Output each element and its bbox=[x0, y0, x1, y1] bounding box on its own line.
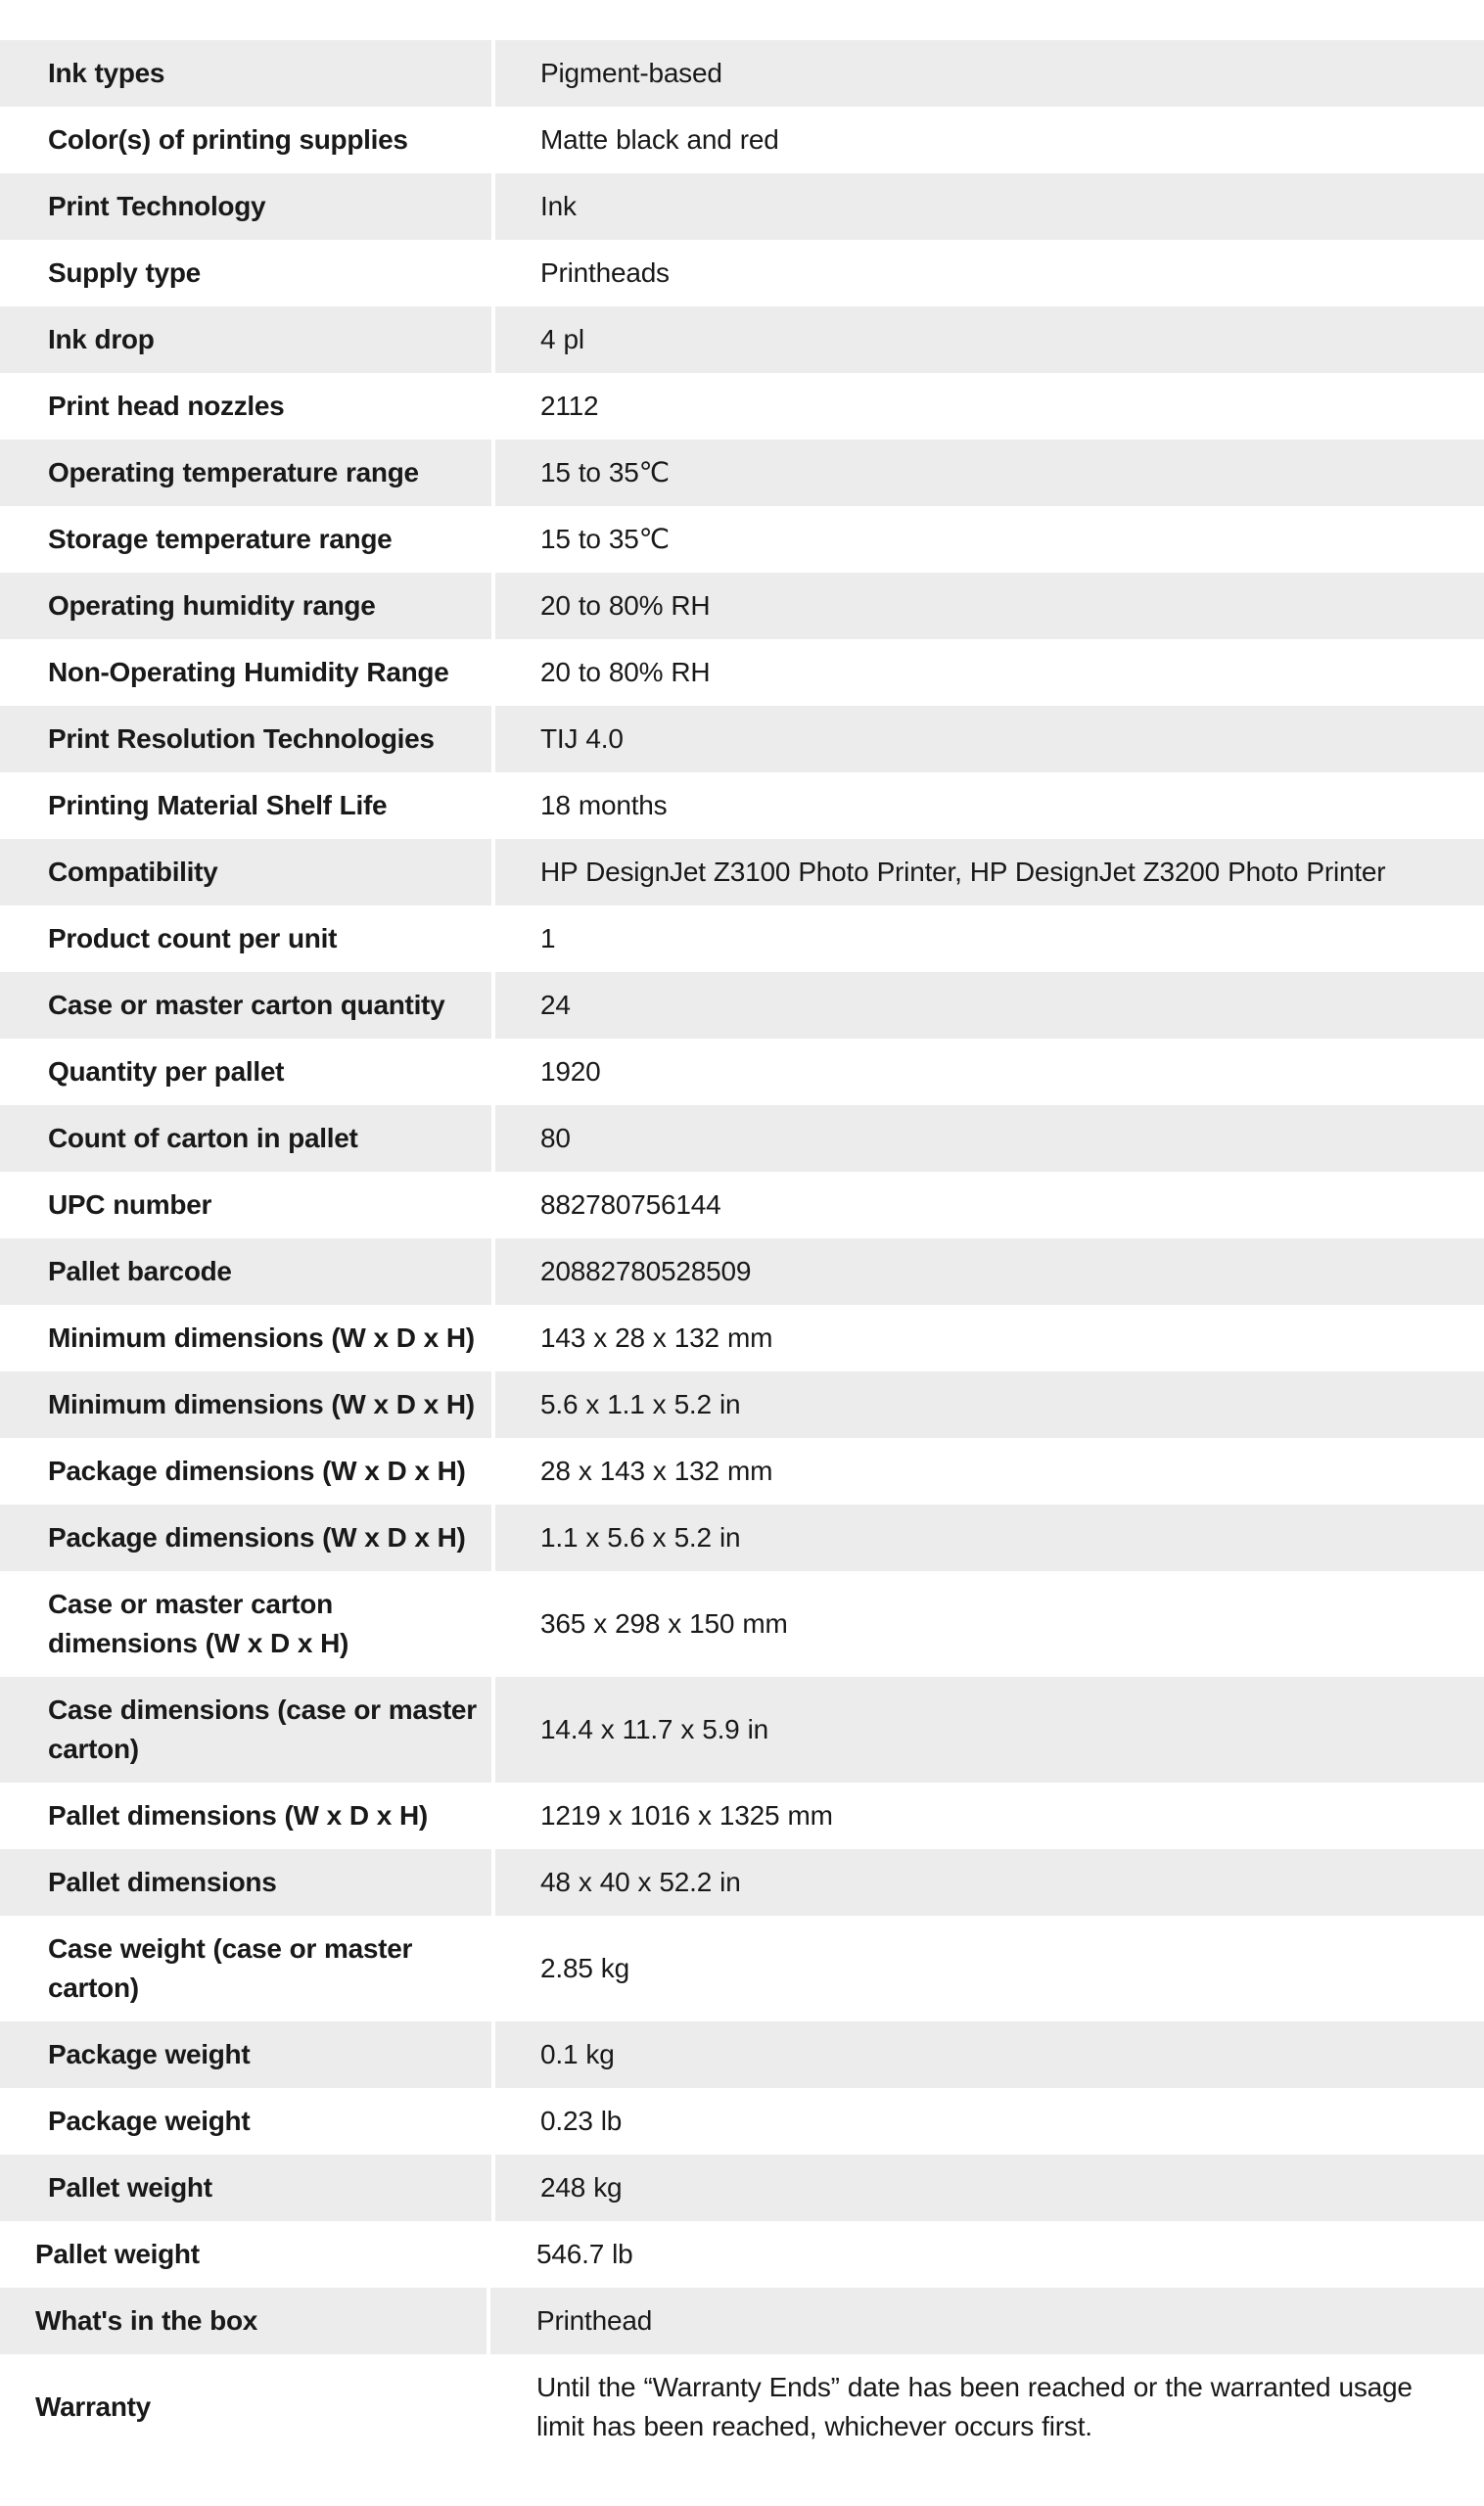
spec-label: Operating temperature range bbox=[0, 440, 495, 506]
spec-row bbox=[0, 1238, 1484, 1305]
spec-row bbox=[0, 1371, 1484, 1438]
spec-value: 882780756144 bbox=[540, 1189, 721, 1220]
spec-row bbox=[0, 373, 1484, 440]
spec-value: 20882780528509 bbox=[540, 1256, 752, 1286]
spec-row bbox=[0, 1783, 1484, 1849]
spec-label: Minimum dimensions (W x D x H) bbox=[0, 1371, 495, 1438]
spec-row bbox=[0, 173, 1484, 240]
spec-value: 546.7 lb bbox=[536, 2239, 633, 2269]
spec-label: Case weight (case or master carton) bbox=[0, 1916, 495, 2021]
spec-label: Operating humidity range bbox=[0, 573, 495, 639]
spec-label: Count of carton in pallet bbox=[0, 1105, 495, 1172]
spec-row bbox=[0, 40, 1484, 107]
spec-value: 5.6 x 1.1 x 5.2 in bbox=[540, 1389, 741, 1419]
spec-value: 48 x 40 x 52.2 in bbox=[540, 1867, 741, 1897]
spec-row bbox=[0, 440, 1484, 506]
spec-label: Warranty bbox=[0, 2374, 490, 2440]
spec-value: 15 to 35℃ bbox=[540, 457, 670, 487]
spec-label: Print Resolution Technologies bbox=[0, 706, 495, 772]
spec-label: Supply type bbox=[0, 240, 495, 306]
spec-value: HP DesignJet Z3100 Photo Printer, HP DesignJet Z3200 Photo Printer bbox=[540, 857, 1386, 887]
spec-label: Print head nozzles bbox=[0, 373, 495, 440]
spec-label: Color(s) of printing supplies bbox=[0, 107, 495, 173]
spec-label: Pallet dimensions (W x D x H) bbox=[0, 1783, 495, 1849]
spec-value: 1920 bbox=[540, 1056, 601, 1087]
spec-row bbox=[0, 772, 1484, 839]
spec-row bbox=[0, 1505, 1484, 1571]
spec-label: Package dimensions (W x D x H) bbox=[0, 1505, 495, 1571]
spec-value: Until the “Warranty Ends” date has been reached or the warranted usage limit has been reached, whichever occurs first. bbox=[536, 2372, 1413, 2441]
spec-row bbox=[0, 306, 1484, 373]
spec-label: UPC number bbox=[0, 1172, 495, 1238]
spec-value: 80 bbox=[540, 1123, 571, 1153]
spec-value: 0.23 lb bbox=[540, 2106, 623, 2136]
spec-row bbox=[0, 1105, 1484, 1172]
spec-value: Printhead bbox=[536, 2305, 653, 2336]
spec-label: What's in the box bbox=[0, 2288, 490, 2354]
spec-row bbox=[0, 1571, 1484, 1677]
spec-row bbox=[0, 639, 1484, 706]
spec-row bbox=[0, 2221, 1484, 2288]
spec-label: Package weight bbox=[0, 2088, 495, 2155]
spec-row bbox=[0, 972, 1484, 1039]
spec-label: Package dimensions (W x D x H) bbox=[0, 1438, 495, 1505]
spec-value: Pigment-based bbox=[540, 58, 722, 88]
spec-row bbox=[0, 1438, 1484, 1505]
spec-label: Ink drop bbox=[0, 306, 495, 373]
spec-label: Case or master carton dimensions (W x D x H) bbox=[0, 1571, 495, 1677]
spec-value: Printheads bbox=[540, 257, 670, 288]
spec-row bbox=[0, 107, 1484, 173]
spec-value: Matte black and red bbox=[540, 124, 779, 155]
spec-label: Storage temperature range bbox=[0, 506, 495, 573]
spec-value: 20 to 80% RH bbox=[540, 657, 711, 687]
spec-value: 2112 bbox=[540, 391, 599, 421]
spec-label: Pallet dimensions bbox=[0, 1849, 495, 1916]
spec-row bbox=[0, 1849, 1484, 1916]
spec-label: Pallet weight bbox=[0, 2221, 490, 2288]
spec-label: Pallet weight bbox=[0, 2155, 495, 2221]
spec-row bbox=[0, 573, 1484, 639]
spec-value: 1 bbox=[540, 923, 556, 953]
spec-value: 1.1 x 5.6 x 5.2 in bbox=[540, 1522, 741, 1553]
spec-value: 143 x 28 x 132 mm bbox=[540, 1323, 773, 1353]
spec-value: 1219 x 1016 x 1325 mm bbox=[540, 1800, 833, 1831]
spec-value: 0.1 kg bbox=[540, 2039, 615, 2069]
spec-value: 365 x 298 x 150 mm bbox=[540, 1608, 788, 1639]
spec-value: 14.4 x 11.7 x 5.9 in bbox=[540, 1714, 769, 1744]
spec-row bbox=[0, 706, 1484, 772]
spec-row bbox=[0, 2021, 1484, 2088]
spec-value: 248 kg bbox=[540, 2172, 623, 2203]
spec-row bbox=[0, 2288, 1484, 2354]
spec-label: Case dimensions (case or master carton) bbox=[0, 1677, 495, 1783]
spec-row bbox=[0, 839, 1484, 905]
spec-value: TIJ 4.0 bbox=[540, 723, 624, 754]
spec-row bbox=[0, 506, 1484, 573]
spec-row bbox=[0, 1039, 1484, 1105]
spec-value: 18 months bbox=[540, 790, 668, 820]
spec-row bbox=[0, 240, 1484, 306]
spec-value: 20 to 80% RH bbox=[540, 590, 711, 621]
spec-row bbox=[0, 2088, 1484, 2155]
spec-label: Package weight bbox=[0, 2021, 495, 2088]
spec-row bbox=[0, 1916, 1484, 2021]
spec-label: Case or master carton quantity bbox=[0, 972, 495, 1039]
spec-value: 2.85 kg bbox=[540, 1953, 629, 1983]
spec-label: Non-Operating Humidity Range bbox=[0, 639, 495, 706]
spec-label: Pallet barcode bbox=[0, 1238, 495, 1305]
spec-row bbox=[0, 905, 1484, 972]
spec-row bbox=[0, 2354, 1484, 2460]
spec-row bbox=[0, 2155, 1484, 2221]
spec-label: Compatibility bbox=[0, 839, 495, 905]
spec-value: Ink bbox=[540, 191, 577, 221]
spec-value: 15 to 35℃ bbox=[540, 524, 670, 554]
spec-row bbox=[0, 1677, 1484, 1783]
spec-label: Quantity per pallet bbox=[0, 1039, 495, 1105]
spec-label: Ink types bbox=[0, 40, 495, 107]
spec-label: Print Technology bbox=[0, 173, 495, 240]
spec-value: 28 x 143 x 132 mm bbox=[540, 1456, 773, 1486]
spec-row bbox=[0, 1172, 1484, 1238]
spec-value: 4 pl bbox=[540, 324, 584, 354]
spec-value: 24 bbox=[540, 990, 571, 1020]
spec-row bbox=[0, 1305, 1484, 1371]
spec-label: Printing Material Shelf Life bbox=[0, 772, 495, 839]
spec-label: Minimum dimensions (W x D x H) bbox=[0, 1305, 495, 1371]
spec-label: Product count per unit bbox=[0, 905, 495, 972]
